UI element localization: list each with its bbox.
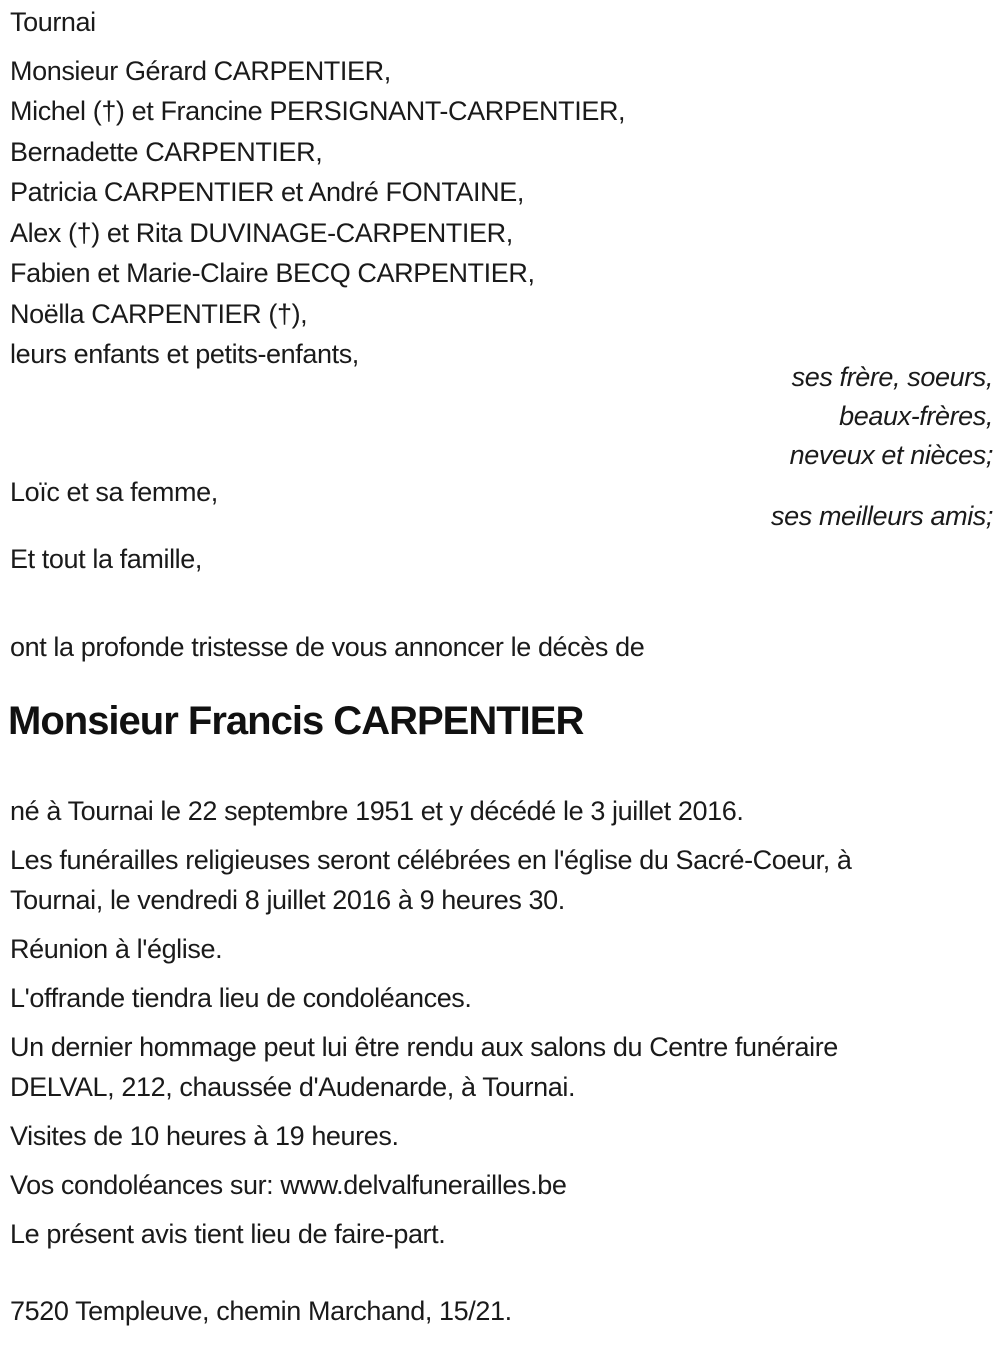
family-member-line: Monsieur Gérard CARPENTIER,: [10, 56, 391, 86]
relation-label: beaux-frères,: [839, 401, 993, 431]
condolences-line: Vos condoléances sur: www.delvalfunerailles.be: [10, 1170, 567, 1200]
family-member-line: Bernadette CARPENTIER,: [10, 137, 323, 167]
family-member-line: leurs enfants et petits-enfants,: [10, 339, 359, 369]
city-line: Tournai: [10, 7, 96, 37]
family-rest-line: Et tout la famille,: [10, 544, 202, 574]
family-member-line: Alex (†) et Rita DUVINAGE-CARPENTIER,: [10, 218, 513, 248]
offering-line: L'offrande tiendra lieu de condoléances.: [10, 983, 472, 1013]
friends-line: Loïc et sa femme,: [10, 477, 218, 507]
relation-label: ses frère, soeurs,: [791, 362, 993, 392]
funeral-info-line: Les funérailles religieuses seront célébrées en l'église du Sacré-Coeur, à: [10, 845, 852, 875]
notice-line: Le présent avis tient lieu de faire-part.: [10, 1219, 446, 1249]
funeral-home-address-line: 7520 Templeuve, chemin Marchand, 15/21.: [10, 1296, 512, 1326]
relation-label: neveux et nièces;: [789, 440, 993, 470]
visits-line: Visites de 10 heures à 19 heures.: [10, 1121, 399, 1151]
family-member-line: Michel (†) et Francine PERSIGNANT-CARPENTIER,: [10, 96, 626, 126]
homage-line: Un dernier hommage peut lui être rendu aux salons du Centre funéraire: [10, 1032, 838, 1062]
deceased-name-heading: Monsieur Francis CARPENTIER: [8, 699, 584, 743]
homage-line: DELVAL, 212, chaussée d'Audenarde, à Tournai.: [10, 1072, 576, 1102]
meeting-line: Réunion à l'église.: [10, 934, 223, 964]
family-member-line: Noëlla CARPENTIER (†),: [10, 299, 308, 329]
life-dates-line: né à Tournai le 22 septembre 1951 et y décédé le 3 juillet 2016.: [10, 796, 744, 826]
family-member-line: Fabien et Marie-Claire BECQ CARPENTIER,: [10, 258, 535, 288]
funeral-info-line: Tournai, le vendredi 8 juillet 2016 à 9 heures 30.: [10, 885, 565, 915]
family-member-line: Patricia CARPENTIER et André FONTAINE,: [10, 177, 524, 207]
announcement-line: ont la profonde tristesse de vous annoncer le décès de: [10, 632, 645, 662]
relation-label: ses meilleurs amis;: [771, 501, 993, 531]
